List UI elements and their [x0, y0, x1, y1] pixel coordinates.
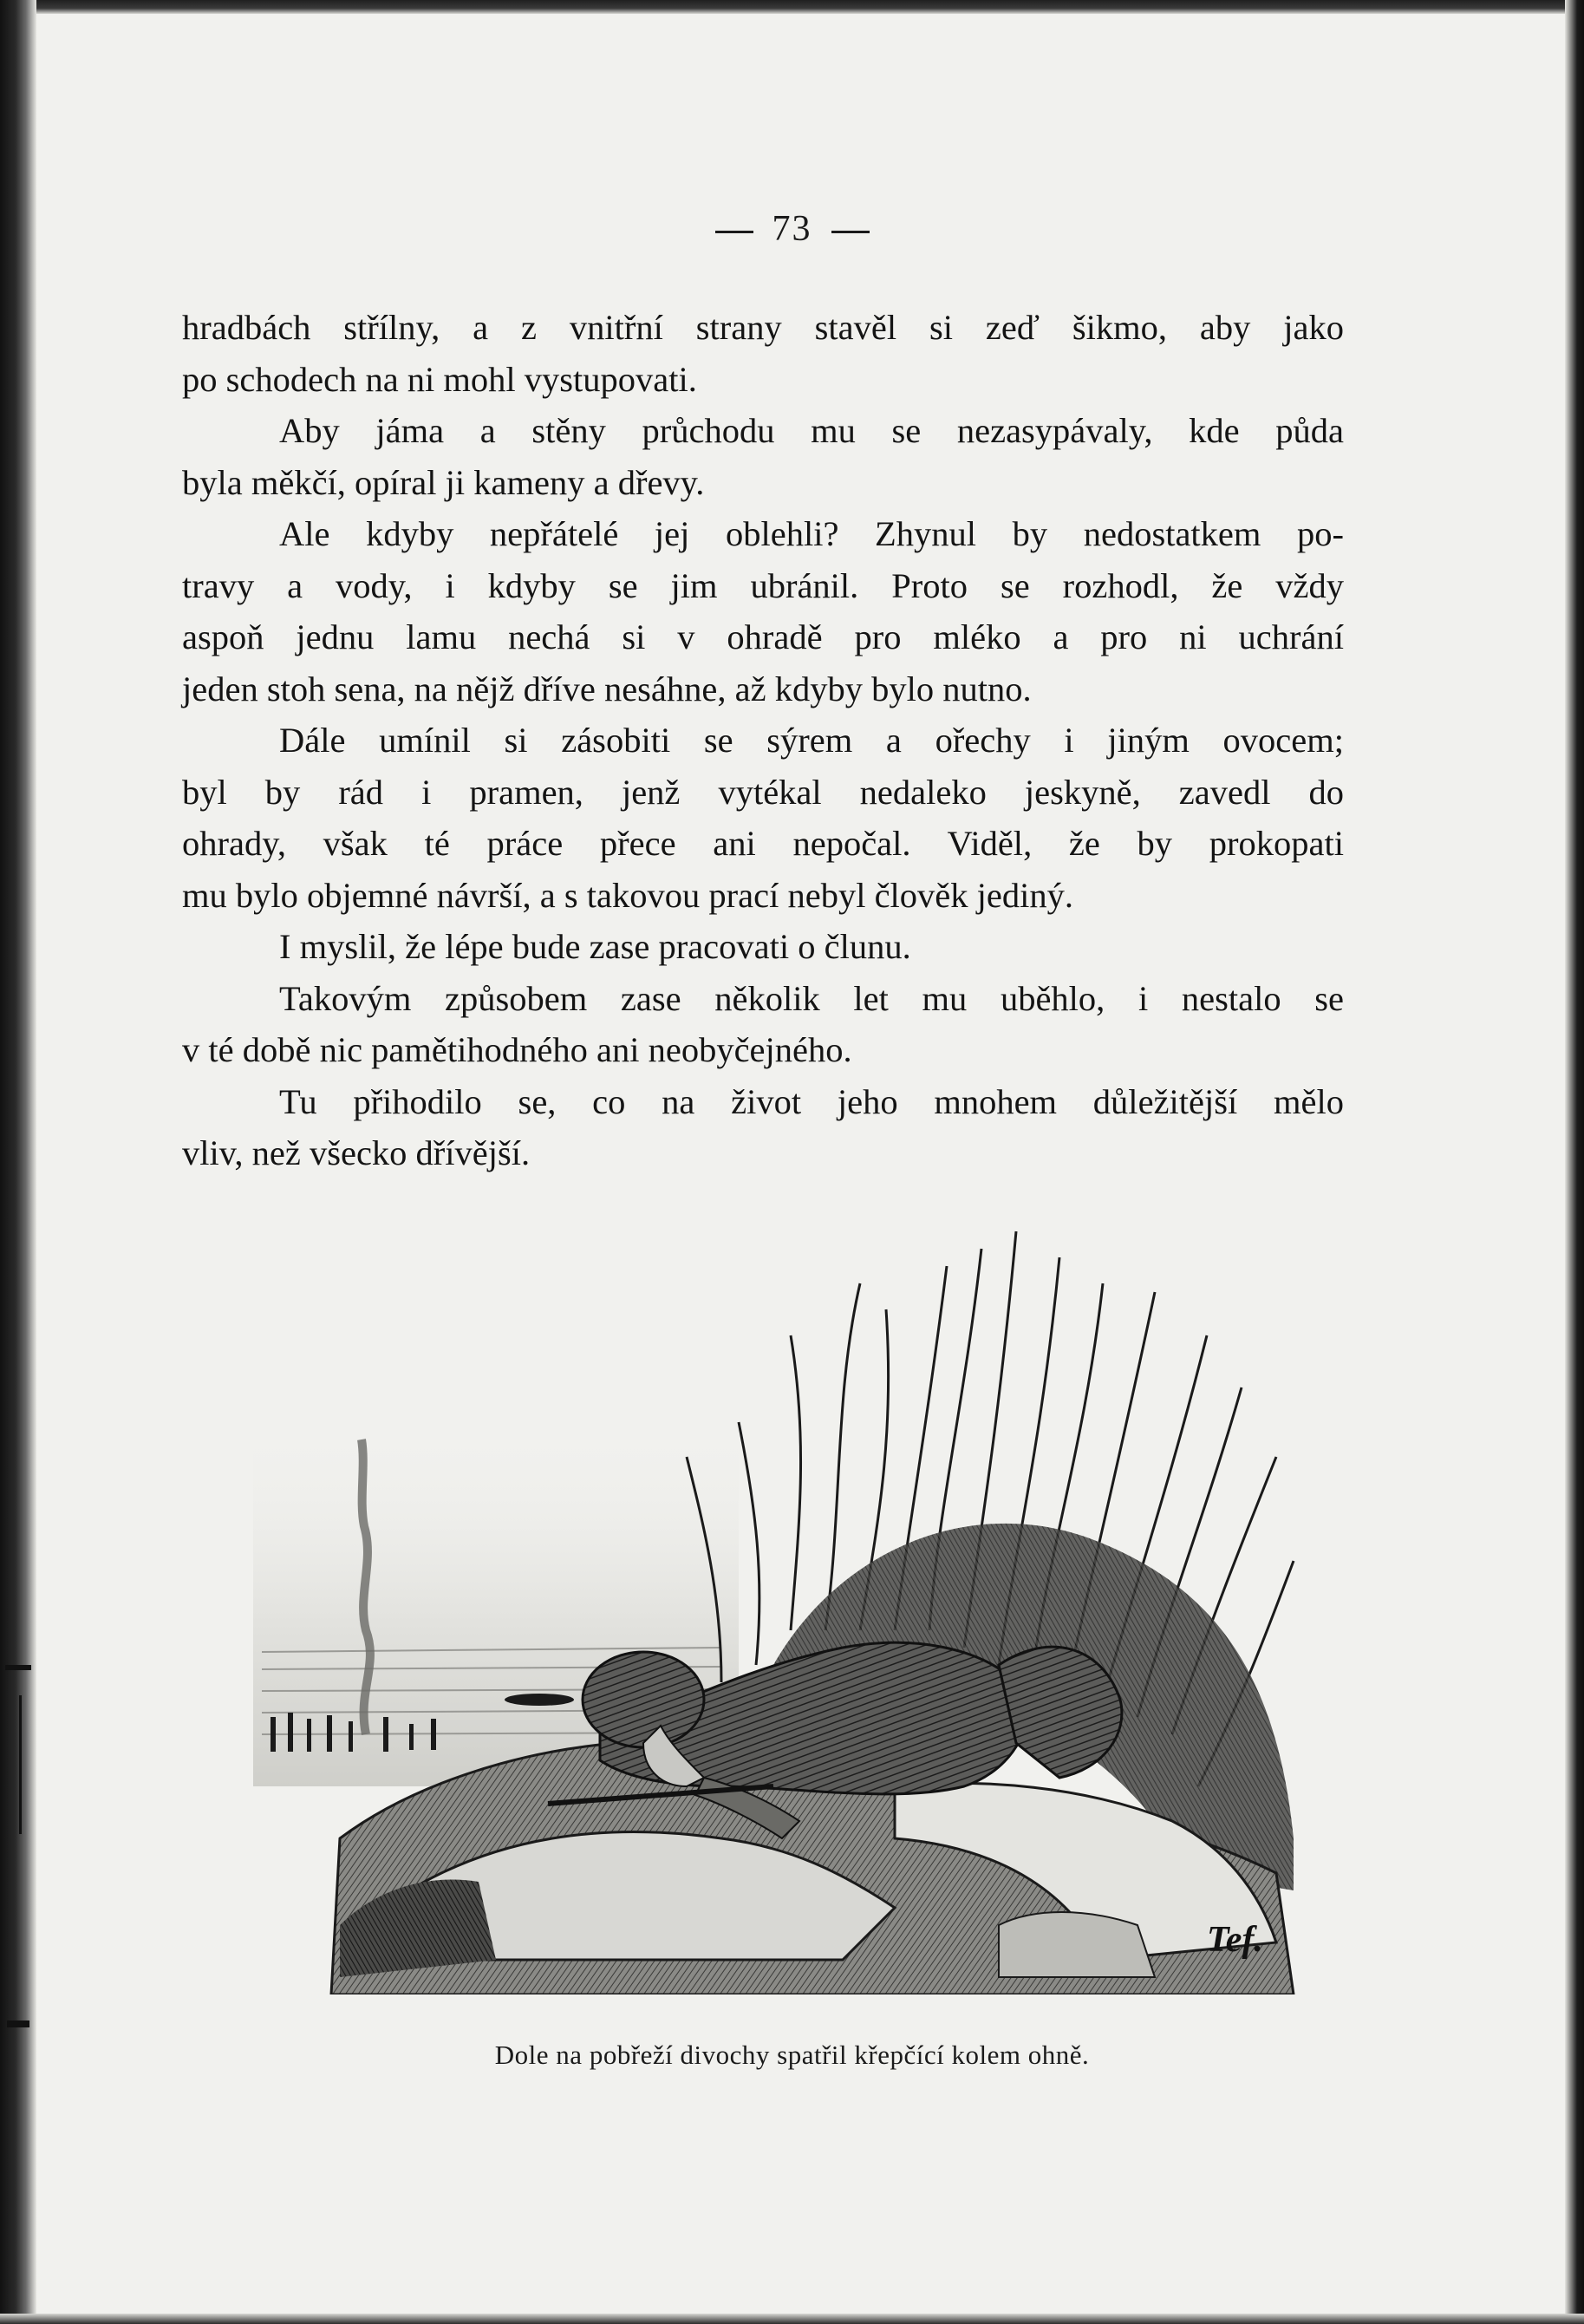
text-line: hradbách střílny, a z vnitřní strany stavěl si zeď šikmo, aby jako: [182, 308, 1344, 347]
gutter-mark: [19, 1695, 22, 1834]
text-line: vliv, než všecko dřívější.: [182, 1133, 531, 1172]
gutter-mark: [5, 1665, 31, 1670]
text-line: v té době nic pamětihodného ani neobyčejného.: [182, 1030, 852, 1069]
page-number: [0, 208, 1584, 250]
text-line: ohrady, však té práce přece ani nepočal. Viděl, že by prokopati: [182, 824, 1344, 863]
page-number-dash-left: [715, 231, 753, 233]
text-line: byl by rád i pramen, jenž vytékal nedaleko jeskyně, zavedl do: [182, 772, 1344, 812]
text-line: I myslil, že lépe bude zase pracovati o člunu.: [279, 927, 911, 966]
illustration-caption: Dole na pobřeží divochy spatřil křepčící kolem ohně.: [494, 2040, 1090, 2070]
text-line: Takovým způsobem zase několik let mu uběhlo, i nestalo se: [279, 978, 1344, 1018]
page-edge-left: [0, 0, 36, 2324]
page-edge-top: [0, 0, 1584, 14]
text-line: travy a vody, i kdyby se jim ubránil. Proto se rozhodl, že vždy: [182, 565, 1344, 605]
engraving-illustration: [236, 1179, 1328, 1994]
text-line: Dále umínil si zásobiti se sýrem a ořechy i jiným ovocem;: [279, 721, 1344, 760]
page-number-dash-right: [831, 231, 870, 233]
artist-signature: Tef.: [1207, 1920, 1263, 1960]
text-line: mu bylo objemné návrší, a s takovou prací nebyl člověk jediný.: [182, 875, 1074, 915]
gutter-mark: [7, 2020, 29, 2027]
text-line: Ale kdyby nepřátelé jej oblehli? Zhynul by nedostatkem po-: [279, 514, 1344, 553]
text-line: Aby jáma a stěny průchodu mu se nezasypávaly, kde půda: [279, 411, 1344, 450]
page-edge-right: [1565, 0, 1584, 2324]
page-edge-bottom: [0, 2314, 1584, 2324]
page-number-value: 73: [772, 209, 812, 249]
text-line: jeden stoh sena, na nějž dříve nesáhne, až kdyby bylo nutno.: [182, 669, 1032, 708]
body-text: [182, 302, 1344, 1179]
text-line: po schodech na ni mohl vystupovati.: [182, 359, 697, 399]
text-line: Tu přihodilo se, co na život jeho mnohem důležitější mělo: [279, 1081, 1344, 1121]
text-line: aspoň jednu lamu nechá si v ohradě pro mléko a pro ni uchrání: [182, 617, 1344, 656]
text-line: byla měkčí, opíral ji kameny a dřevy.: [182, 462, 705, 502]
